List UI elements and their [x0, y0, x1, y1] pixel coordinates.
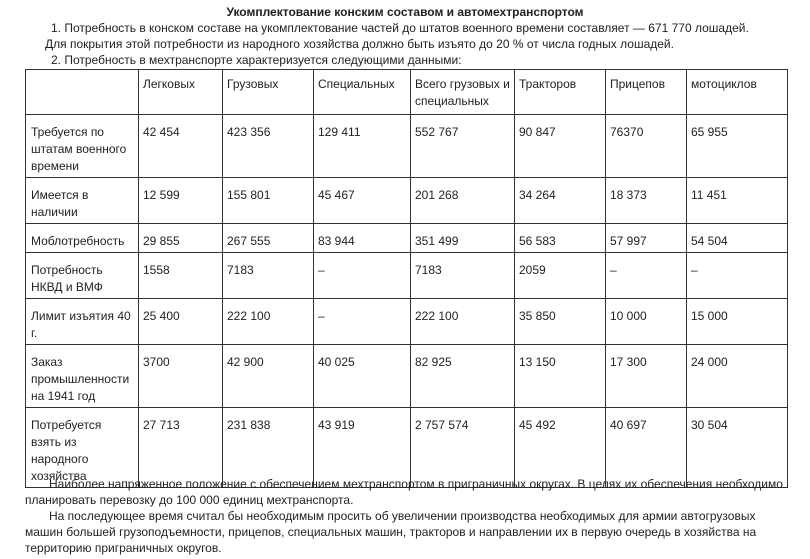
table-cell: 222 100: [411, 299, 515, 345]
table-row: [26, 224, 788, 253]
table-cell: 2 757 574: [411, 408, 515, 488]
row-label: Лимит изъятия 40 г.: [26, 299, 139, 345]
row-label: Моблотребность: [26, 224, 139, 253]
header-cell-trailers: Прицепов: [606, 70, 687, 115]
table-cell: –: [606, 253, 687, 299]
table-cell: 82 925: [411, 345, 515, 408]
table-row: [26, 178, 788, 224]
table-cell: 129 411: [314, 115, 411, 178]
header-cell-special: Специальных: [314, 70, 411, 115]
table-cell: 29 855: [139, 224, 223, 253]
table-cell: 56 583: [515, 224, 606, 253]
table-cell: 42 454: [139, 115, 223, 178]
header-cell-total: Всего грузовых и специальных: [411, 70, 515, 115]
table-cell: 76370: [606, 115, 687, 178]
table-cell: 35 850: [515, 299, 606, 345]
table-cell: 11 451: [687, 178, 788, 224]
header-cell-cars: Легковых: [139, 70, 223, 115]
table-cell: 45 467: [314, 178, 411, 224]
header-cell-tractors: Тракторов: [515, 70, 606, 115]
table-cell: 57 997: [606, 224, 687, 253]
table-cell: 1558: [139, 253, 223, 299]
row-label: Заказ промышленности на 1941 год: [26, 345, 139, 408]
row-label: Требуется по штатам военного времени: [26, 115, 139, 178]
closing-paragraph-2: На последующее время считал бы необходимым просить об увеличении производства необходимых для армии автогрузовых машин большей грузоподъемности, прицепов, специальных машин, тракторов и направлении их в первую очередь в хозяйства на территорию приграничных округов.: [25, 509, 757, 555]
table-cell: 25 400: [139, 299, 223, 345]
table-cell: 30 504: [687, 408, 788, 488]
table-cell: 34 264: [515, 178, 606, 224]
table-cell: 90 847: [515, 115, 606, 178]
table-cell: 7183: [411, 253, 515, 299]
document-title: Укомплектование конским составом и автомехтранспортом: [226, 5, 584, 19]
table-cell: 201 268: [411, 178, 515, 224]
table-cell: 12 599: [139, 178, 223, 224]
table-cell: 7183: [223, 253, 314, 299]
table-cell: 54 504: [687, 224, 788, 253]
intro-paragraph-2: Для покрытия этой потребности из народного хозяйства должно быть изъято до 20 % от числа годных лошадей.: [45, 37, 674, 51]
header-cell-trucks: Грузовых: [223, 70, 314, 115]
intro-text: [45, 20, 805, 68]
table-cell: 15 000: [687, 299, 788, 345]
table-cell: 13 150: [515, 345, 606, 408]
table-cell: –: [314, 299, 411, 345]
table-cell: 83 944: [314, 224, 411, 253]
mechtransport-table: [25, 69, 788, 488]
intro-paragraph-3: 2. Потребность в мехтранспорте характеризуется следующими данными:: [51, 53, 462, 67]
table-cell: 2059: [515, 253, 606, 299]
header-cell-corner: [26, 70, 139, 115]
closing-paragraph-1: Наиболее напряженное положение с обеспечением мехтранспортом в приграничных округах. В целях их обеспечения необходимо планировать перевозку до 100 000 единиц мехтранспорта.: [25, 477, 783, 507]
header-cell-motorcycles: мотоциклов: [687, 70, 788, 115]
table-cell: 155 801: [223, 178, 314, 224]
table-cell: 231 838: [223, 408, 314, 488]
table-cell: 43 919: [314, 408, 411, 488]
table-row: [26, 253, 788, 299]
table-cell: 222 100: [223, 299, 314, 345]
table-cell: 351 499: [411, 224, 515, 253]
table-cell: 10 000: [606, 299, 687, 345]
closing-text: [25, 476, 785, 556]
table-cell: 3700: [139, 345, 223, 408]
table-cell: 24 000: [687, 345, 788, 408]
table-row: [26, 345, 788, 408]
row-label: Имеется в наличии: [26, 178, 139, 224]
table-cell: –: [314, 253, 411, 299]
table-cell: 27 713: [139, 408, 223, 488]
table-cell: –: [687, 253, 788, 299]
table-cell: 65 955: [687, 115, 788, 178]
table-cell: 42 900: [223, 345, 314, 408]
table-row: [26, 115, 788, 178]
table-cell: 17 300: [606, 345, 687, 408]
table-row: [26, 299, 788, 345]
intro-paragraph-1: 1. Потребность в конском составе на укомплектование частей до штатов военного времени составляет — 671 770 лошадей.: [51, 21, 749, 35]
table-cell: 18 373: [606, 178, 687, 224]
row-label: Потребуется взять из народного хозяйства: [26, 408, 139, 488]
table-cell: 40 025: [314, 345, 411, 408]
table-cell: 40 697: [606, 408, 687, 488]
table-header-row: [26, 70, 788, 115]
table-cell: 552 767: [411, 115, 515, 178]
table-cell: 267 555: [223, 224, 314, 253]
row-label: Потребность НКВД и ВМФ: [26, 253, 139, 299]
table-cell: 45 492: [515, 408, 606, 488]
table-cell: 423 356: [223, 115, 314, 178]
